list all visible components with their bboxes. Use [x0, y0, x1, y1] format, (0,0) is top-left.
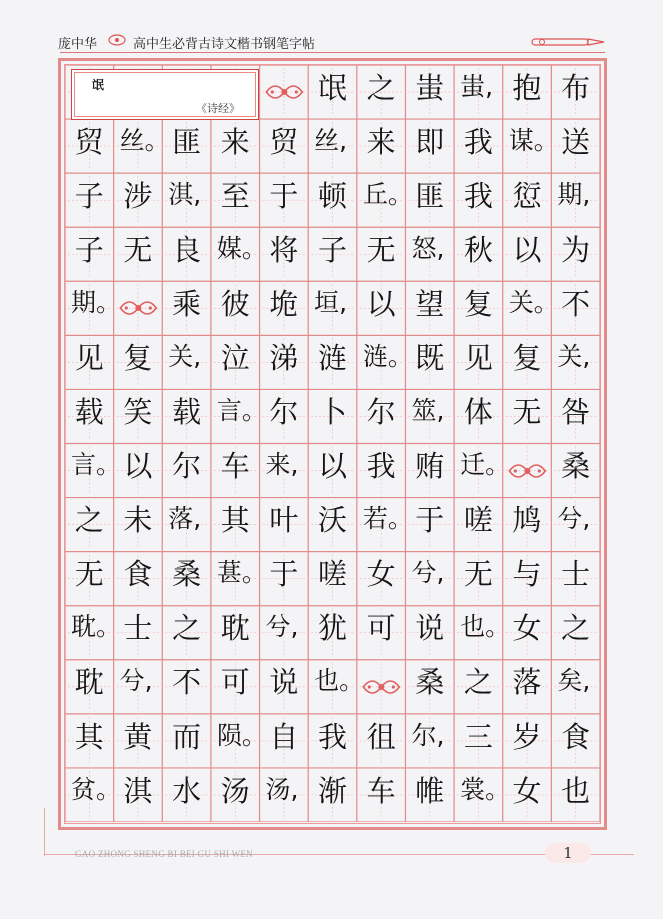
copybook-character: 布 — [561, 70, 591, 105]
copybook-character: 桑 — [415, 665, 445, 700]
copybook-character: 也 — [561, 773, 591, 808]
copybook-character: 女 — [366, 557, 396, 592]
copybook-character: 至 — [220, 178, 250, 213]
copybook-character: 子 — [317, 232, 347, 267]
copybook-character: 匪 — [172, 124, 202, 159]
copybook-character: 尔, — [411, 720, 445, 750]
copybook-character: 丘。 — [362, 179, 413, 209]
copybook-character: 渐 — [317, 773, 347, 808]
copybook-character: 之 — [74, 503, 104, 538]
copybook-character: 与 — [512, 557, 542, 592]
poem-title: 氓 — [92, 78, 105, 92]
copybook-character: 陨。 — [216, 720, 267, 750]
copybook-character: 蚩, — [460, 71, 494, 101]
copybook-character: 无 — [123, 232, 153, 267]
copybook-character: 兮, — [265, 612, 299, 642]
copybook-character: 送 — [561, 124, 591, 159]
copybook-character: 于 — [269, 178, 299, 213]
ornament-icon — [361, 677, 402, 697]
copybook-character: 鸠 — [512, 503, 542, 538]
copybook-character: 我 — [317, 719, 347, 754]
copybook-character: 可 — [366, 611, 396, 646]
copybook-character: 彼 — [220, 286, 250, 321]
copybook-character: 尔 — [366, 395, 396, 430]
copybook-character: 涕 — [269, 341, 299, 375]
copybook-character: 筮, — [411, 396, 445, 426]
copybook-character: 士 — [561, 557, 591, 592]
copybook-character: 于 — [269, 557, 299, 592]
copybook-character: 复 — [123, 341, 153, 375]
copybook-character: 为 — [561, 232, 591, 267]
copybook-character: 来 — [220, 124, 250, 159]
copybook-character: 尔 — [269, 395, 299, 430]
copybook-character: 尔 — [172, 449, 202, 484]
copybook-character: 期。 — [71, 287, 122, 317]
page-number: 1 — [563, 844, 573, 862]
pen-icon — [528, 34, 608, 50]
copybook-character: 犹 — [317, 611, 347, 646]
copybook-character: 抱 — [512, 70, 542, 105]
copybook-character: 耽。 — [71, 612, 122, 642]
copybook-character: 汤, — [265, 774, 299, 804]
copybook-character: 未 — [123, 503, 153, 538]
copybook-character: 见 — [463, 341, 493, 375]
copybook-character: 来 — [366, 124, 396, 159]
copybook-character: 迁。 — [460, 450, 511, 480]
copybook-character: 丝。 — [119, 125, 170, 155]
copybook-character: 子 — [74, 178, 104, 213]
copybook-character: 兮, — [411, 558, 445, 588]
copybook-character: 子 — [74, 232, 104, 267]
copybook-character: 乘 — [172, 286, 202, 321]
copybook-character: 以 — [512, 232, 542, 267]
copybook-character: 黄 — [123, 719, 153, 754]
copybook-character: 而 — [172, 719, 202, 754]
copybook-character: 贿 — [415, 449, 445, 484]
copybook-character: 以 — [123, 449, 153, 484]
copybook-character: 复 — [463, 286, 493, 321]
copybook-character: 涉 — [123, 178, 153, 213]
copybook-character: 说 — [415, 611, 445, 646]
copybook-character: 无 — [366, 232, 396, 267]
copybook-character: 匪 — [415, 178, 445, 213]
copybook-character: 垝 — [269, 286, 299, 321]
copybook-character: 女 — [512, 773, 542, 808]
copybook-character: 蚩 — [415, 70, 445, 105]
copybook-character: 车 — [220, 449, 250, 484]
copybook-character: 贸 — [74, 124, 104, 159]
header-rule — [60, 52, 605, 53]
copybook-character: 见 — [74, 341, 104, 375]
copybook-character: 落, — [168, 504, 202, 534]
copybook-character: 秋 — [463, 232, 493, 267]
ornament-icon — [118, 298, 159, 318]
copybook-character: 于 — [415, 503, 445, 538]
copybook-character: 涟。 — [362, 342, 413, 371]
copybook-character: 怒, — [411, 233, 445, 263]
copybook-character: 媒。 — [216, 233, 267, 263]
copybook-character: 徂 — [366, 719, 396, 754]
copybook-character: 之 — [561, 611, 591, 646]
copybook-character: 不 — [172, 665, 202, 700]
copybook-character: 丝, — [314, 125, 348, 155]
copybook-character: 言。 — [71, 450, 122, 480]
author-name: 庞中华 — [58, 37, 98, 52]
copybook-character: 卜 — [317, 395, 347, 430]
copybook-character: 也。 — [314, 666, 365, 696]
copybook-character: 氓 — [317, 70, 347, 105]
ornament-icon — [108, 34, 126, 46]
copybook-character: 关, — [557, 342, 591, 371]
copybook-character: 岁 — [512, 719, 542, 754]
copybook-character: 士 — [123, 611, 153, 646]
copybook-character: 其 — [74, 719, 104, 754]
copybook-character: 嗟 — [463, 503, 493, 538]
poem-title-box — [71, 69, 259, 120]
copybook-character: 矣, — [557, 666, 591, 696]
copybook-character: 耽 — [74, 665, 104, 700]
copybook-character: 葚。 — [216, 558, 267, 588]
copybook-character: 我 — [366, 449, 396, 484]
copybook-character: 之 — [366, 70, 396, 105]
copybook-character: 食 — [561, 719, 591, 754]
copybook-character: 也。 — [460, 612, 511, 642]
page-number-badge — [545, 843, 591, 863]
book-title: 高中生必背古诗文楷书钢笔字帖 — [133, 37, 316, 52]
page-header — [0, 0, 663, 55]
copybook-character: 汤 — [220, 773, 250, 808]
copybook-character: 关, — [168, 342, 202, 371]
copybook-character: 车 — [366, 773, 396, 808]
copybook-character: 沃 — [317, 503, 347, 538]
copybook-character: 将 — [269, 232, 299, 267]
copybook-character: 三 — [463, 719, 493, 754]
copybook-character: 以 — [366, 286, 396, 321]
copybook-character: 体 — [463, 395, 493, 430]
poem-source: 《诗经》 — [196, 102, 240, 115]
copybook-character: 复 — [512, 341, 542, 375]
copybook-character: 兮, — [557, 504, 591, 534]
copybook-character: 无 — [74, 557, 104, 592]
copybook-character: 帷 — [415, 773, 445, 808]
copybook-character: 咎 — [561, 395, 591, 430]
copybook-character: 之 — [172, 611, 202, 646]
copybook-character: 我 — [463, 124, 493, 159]
copybook-character: 良 — [172, 232, 202, 267]
ornament-icon — [264, 82, 305, 102]
copybook-character: 可 — [220, 665, 250, 700]
copybook-character: 望 — [415, 286, 445, 321]
copybook-character: 即 — [415, 124, 445, 159]
copybook-character: 女 — [512, 611, 542, 646]
copybook-character: 笑 — [123, 395, 153, 430]
copybook-character: 载 — [74, 395, 104, 430]
ornament-icon — [507, 461, 548, 481]
copybook-character: 裳。 — [460, 774, 511, 804]
copybook-character: 说 — [269, 665, 299, 700]
copybook-character: 既 — [415, 341, 445, 375]
copybook-character: 桑 — [172, 557, 202, 592]
copybook-character: 垣, — [314, 287, 348, 317]
copybook-character: 落 — [512, 665, 542, 700]
copybook-character: 贫。 — [71, 774, 122, 804]
copybook-character: 言。 — [216, 396, 267, 426]
copybook-character: 无 — [512, 395, 542, 430]
footer-corner — [44, 808, 45, 856]
copybook-character: 载 — [172, 395, 202, 430]
copybook-character: 若。 — [362, 504, 413, 534]
copybook-character: 之 — [463, 665, 493, 700]
copybook-character: 兮, — [119, 666, 153, 696]
footer-pinyin: GAO ZHONG SHENG BI BEI GU SHI WEN — [75, 849, 253, 859]
copybook-character: 关。 — [508, 287, 559, 317]
copybook-character: 顿 — [317, 178, 347, 213]
copybook-character: 耽 — [220, 611, 250, 646]
copybook-character: 来, — [265, 450, 299, 480]
copybook-character: 水 — [172, 773, 202, 808]
copybook-character: 谋。 — [508, 125, 559, 155]
copybook-character: 以 — [317, 449, 347, 484]
copybook-character: 贸 — [269, 124, 299, 159]
copybook-character: 其 — [220, 503, 250, 538]
copybook-character: 我 — [463, 178, 493, 213]
copybook-character: 自 — [269, 719, 299, 754]
copybook-character: 桑 — [561, 449, 591, 484]
copybook-character: 食 — [123, 557, 153, 592]
copybook-character: 淇 — [123, 773, 153, 808]
copybook-character: 泣 — [220, 341, 250, 375]
copybook-character: 嗟 — [317, 557, 347, 592]
copybook-character: 愆 — [512, 178, 542, 213]
copybook-character: 期, — [557, 179, 591, 209]
copybook-character: 涟 — [317, 341, 347, 375]
copybook-character: 不 — [561, 286, 591, 321]
copybook-character: 无 — [463, 557, 493, 592]
copybook-character: 叶 — [269, 503, 299, 538]
copybook-character: 淇, — [168, 179, 202, 209]
